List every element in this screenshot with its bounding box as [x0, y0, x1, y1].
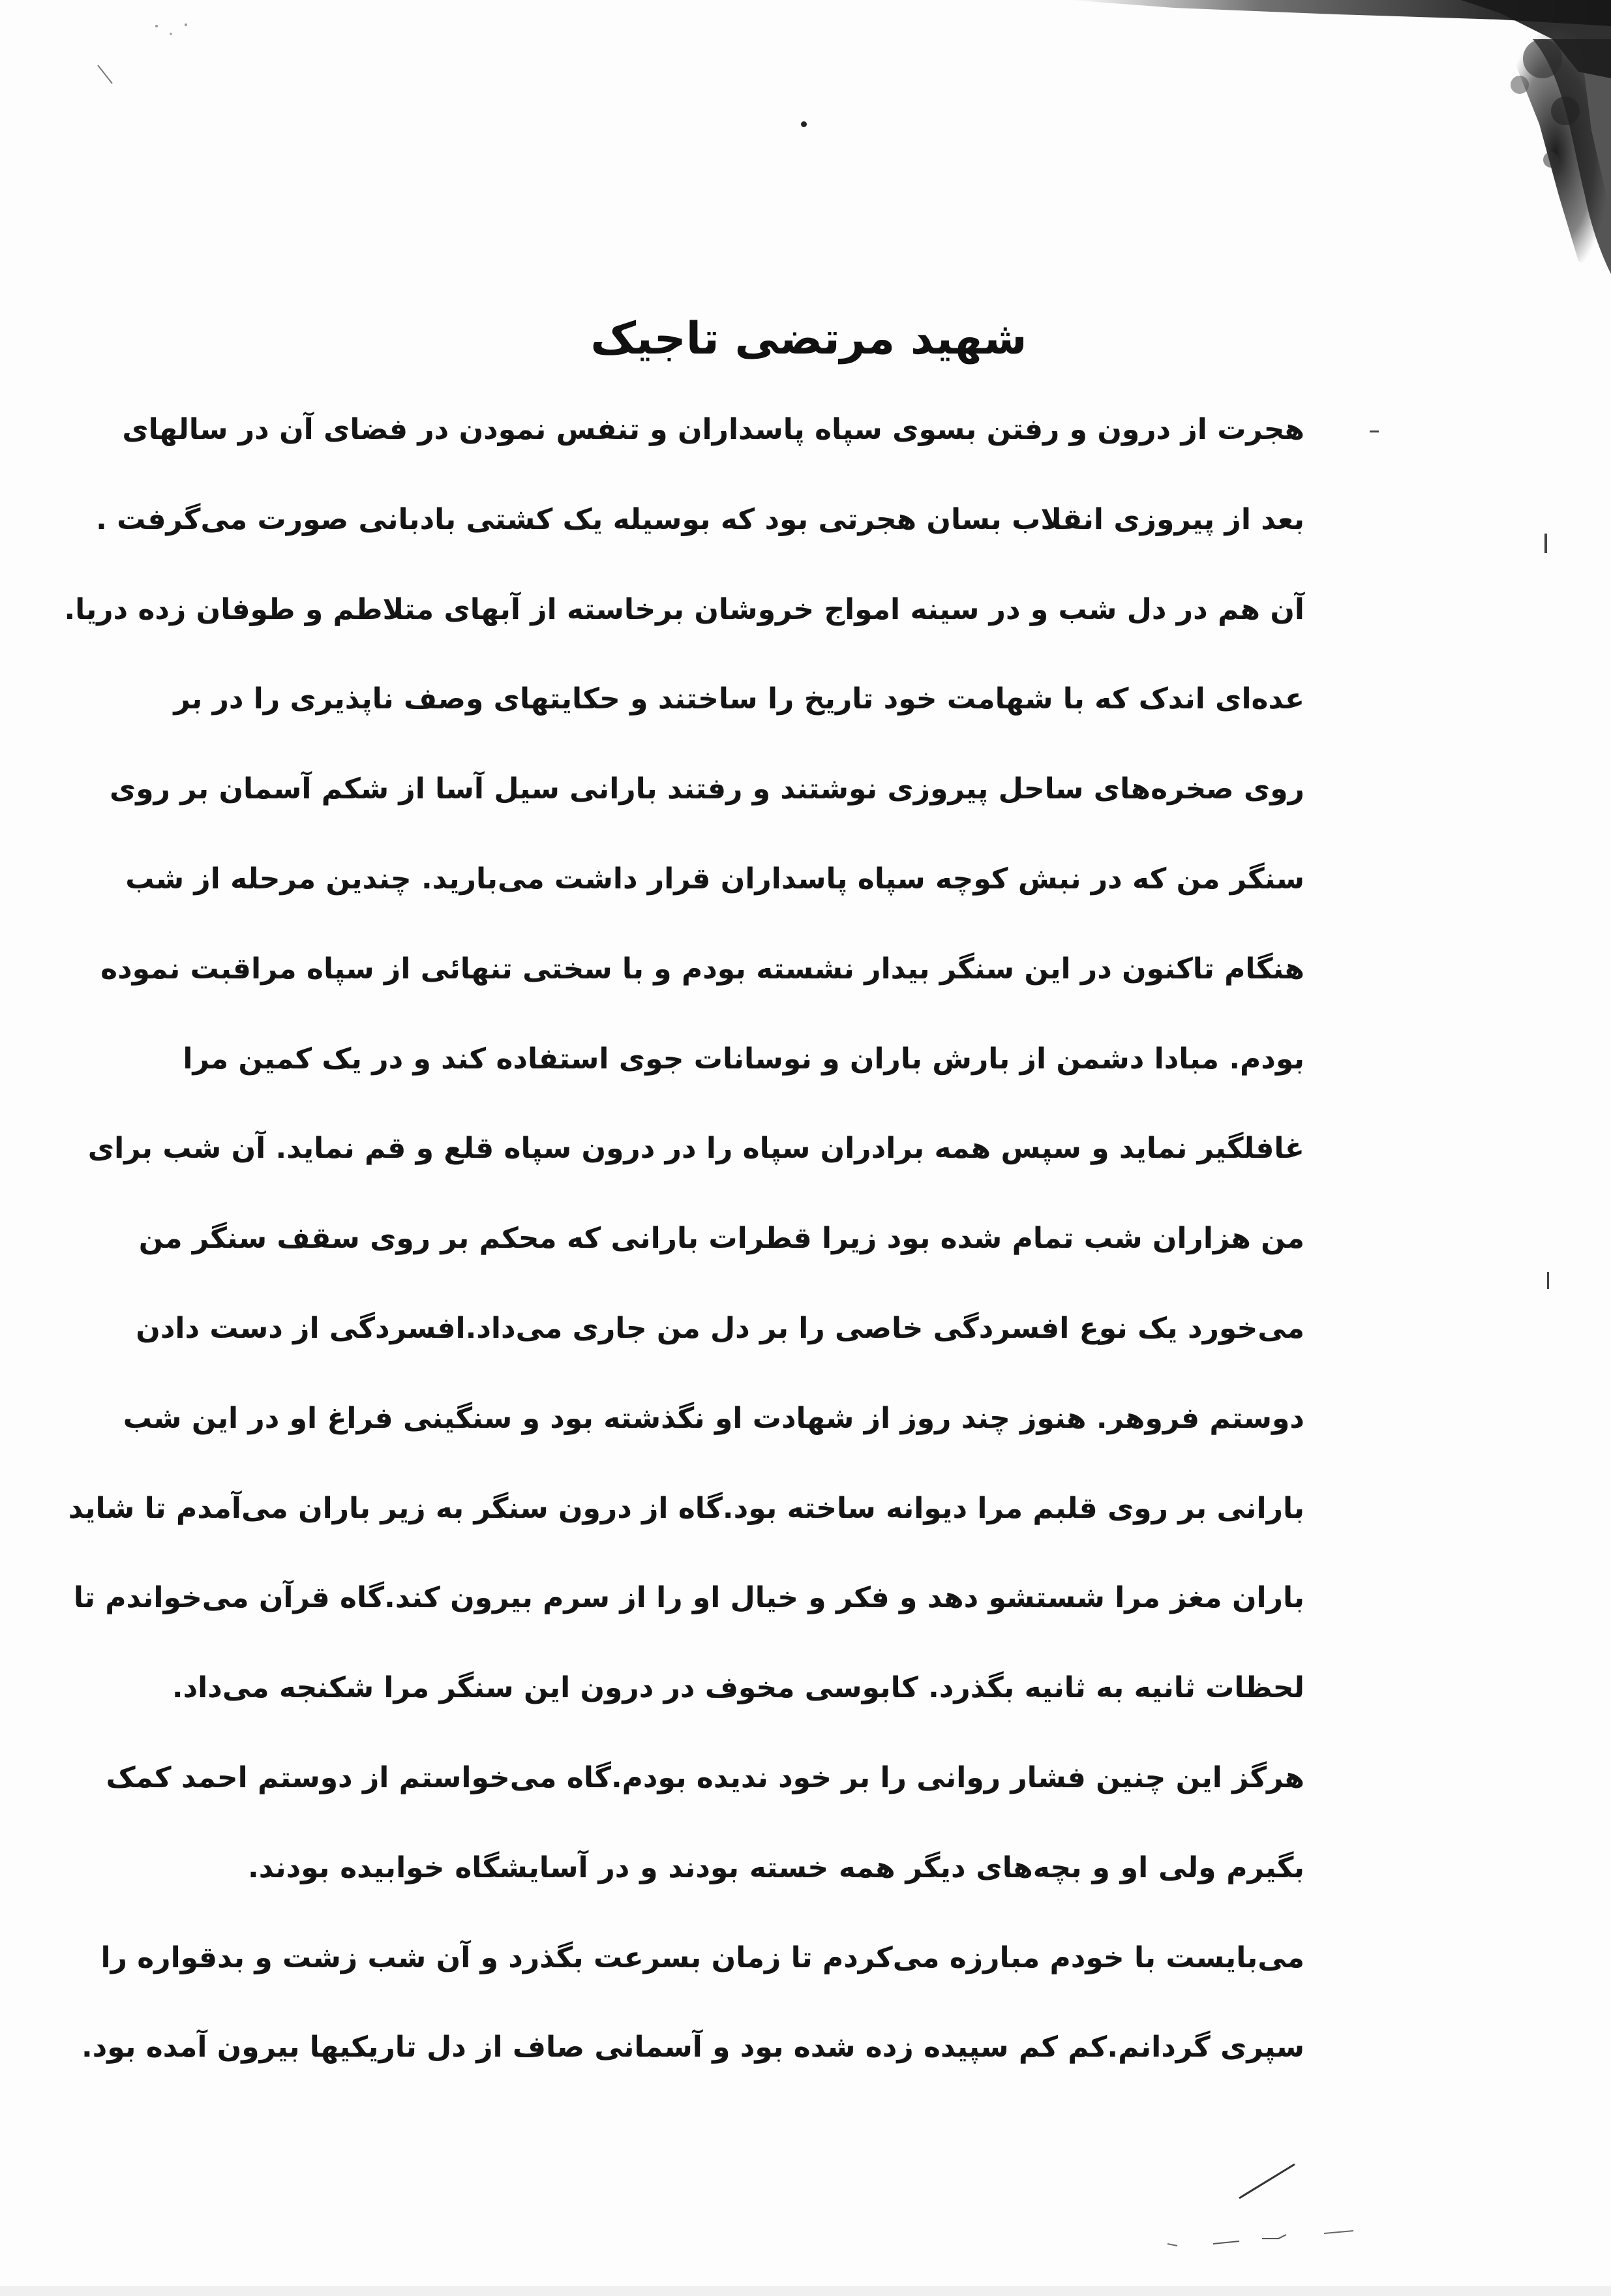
text-line: دوستم فروهر. هنوز چند روز از شهادت او نگذشته بود و سنگینی فراغ او در این شب [123, 1401, 1304, 1435]
text-line: باران مغز مرا شستشو دهد و فکر و خیال او را از سرم بیرون کند.گاه قرآن می‌خواندم تا [73, 1581, 1304, 1615]
text-line: بگیرم ولی او و بچه‌های دیگر همه خسته بودند و در آسایشگاه خوابیده بودند. [248, 1850, 1304, 1884]
text-line: من هزاران شب تمام شده بود زیرا قطرات بارانی که محکم بر روی سقف سنگر من [138, 1222, 1304, 1256]
text-line: لحظات ثانیه به ثانیه بگذرد. کابوسی مخوف در درون این سنگر مرا شکنجه می‌داد. [172, 1671, 1304, 1705]
body-paragraph [64, 385, 1304, 2092]
scan-smudge-top-right [0, 0, 1611, 287]
scan-marks-bottom [0, 2152, 1611, 2296]
scan-dot [801, 121, 807, 127]
text-line: غافلگیر نماید و سپس همه برادران سپاه را در درون سپاه قلع و قم نماید. آن شب برای [87, 1132, 1304, 1166]
text-line: بودم. مبادا دشمن از بارش باران و نوسانات جوی استفاده کند و در یک کمین مرا [183, 1042, 1304, 1076]
text-line: سپری گردانم.کم کم سپیده زده شده بود و آسمانی صاف از دل تاریکیها بیرون آمده بود. [81, 2031, 1304, 2064]
page-title: شهید مرتضی تاجیک [590, 313, 1027, 365]
text-line: بارانی بر روی قلبم مرا دیوانه ساخته بود.گاه از درون سنگر به زیر باران می‌آمدم تا شاید [68, 1491, 1304, 1525]
text-line: هنگام تاکنون در این سنگر بیدار نشسته بودم و با سختی تنهائی از سپاه مراقبت نموده [100, 952, 1304, 986]
text-line: می‌خورد یک نوع افسردگی خاصی را بر دل من جاری می‌داد.افسردگی از دست دادن [136, 1311, 1304, 1345]
margin-mark [1544, 534, 1547, 553]
text-line: عده‌ای اندک که با شهامت خود تاریخ را ساختند و حکایتهای وصف ناپذیری را در بر [173, 682, 1304, 716]
text-line: آن هم در دل شب و در سینه امواج خروشان برخاسته از آبهای متلاطم و طوفان زده دریا. [64, 592, 1304, 626]
text-line: بعد از پیروزی انقلاب بسان هجرتی بود که بوسیله یک کشتی بادبانی صورت می‌گرفت . [96, 502, 1304, 536]
text-line: هجرت از درون و رفتن بسوی سپاه پاسداران و تنفس نمودن در فضای آن در سالهای [122, 413, 1304, 446]
margin-mark [1547, 1272, 1549, 1289]
text-line: روی صخره‌های ساحل پیروزی نوشتند و رفتند بارانی سیل آسا از شکم آسمان بر روی [109, 772, 1304, 806]
text-line: می‌بایست با خودم مبارزه می‌کردم تا زمان بسرعت بگذرد و آن شب زشت و بدقواره را [100, 1941, 1304, 1974]
text-line: سنگر من که در نبش کوچه سپاه پاسداران قرار داشت می‌بارید. چندین مرحله از شب [125, 862, 1304, 896]
margin-mark [1370, 430, 1379, 432]
text-line: هرگز این چنین فشار روانی را بر خود ندیده بودم.گاه می‌خواستم از دوستم احمد کمک [106, 1760, 1304, 1794]
